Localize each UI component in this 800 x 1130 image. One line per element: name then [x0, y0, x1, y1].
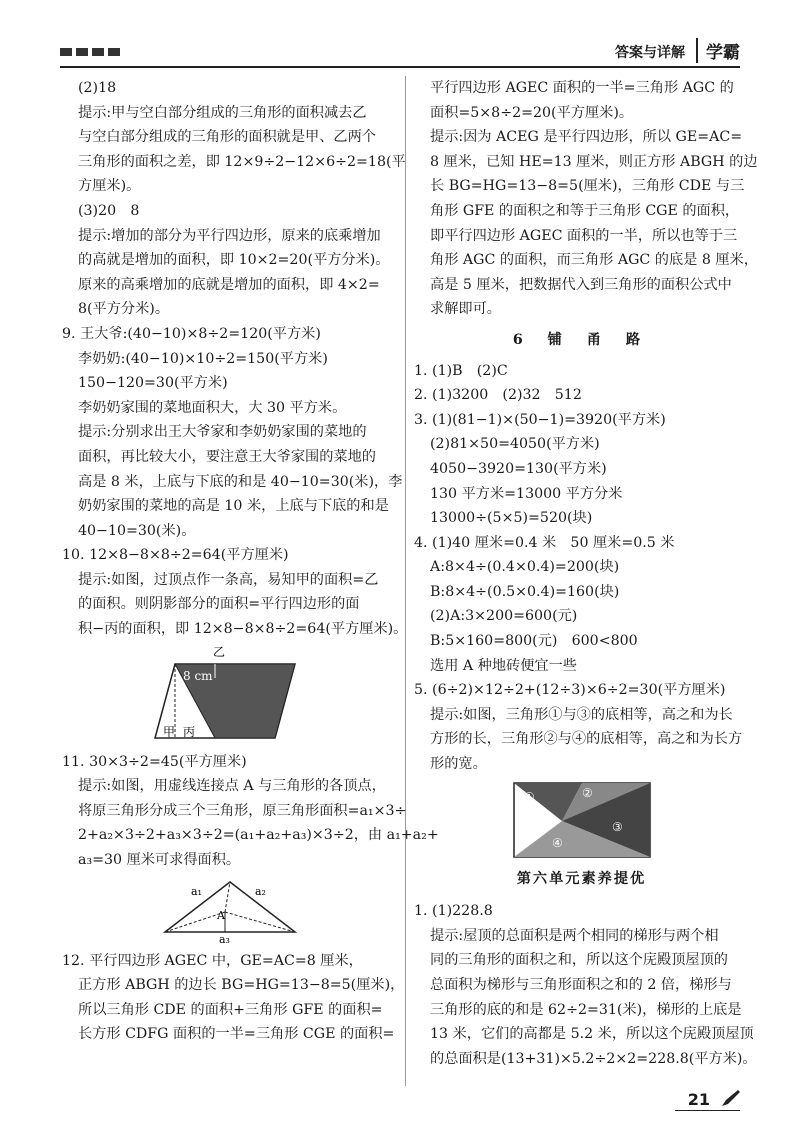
right-block-3 — [414, 899, 757, 1071]
text-line: 面积，再比较大小，要注意王大爷家围的菜地的 — [78, 448, 376, 465]
text-line: 角形 AGC 的面积，而三角形 AGC 的底是 8 厘米， — [430, 252, 758, 269]
text-line: 8(平方分米)。 — [78, 301, 170, 318]
label-3: ③ — [611, 819, 623, 834]
right-column — [414, 76, 758, 1071]
text-line: 9. 王大爷:(40−10)×8÷2=120(平方米) — [62, 325, 321, 342]
text-line: 高是 8 米，上底与下底的和是 40−10=30(米)，李 — [78, 473, 403, 490]
text-line: 150−120=30(平方米) — [78, 375, 228, 392]
text-line: 将原三角形分成三个三角形，原三角形面积=a₁×3÷ — [78, 802, 407, 819]
text-line: a₃=30 厘米可求得面积。 — [78, 852, 241, 869]
label-length: 8 cm — [182, 668, 213, 683]
page-header — [60, 38, 740, 68]
text-line: 4. (1)40 厘米=0.4 米 50 厘米=0.5 米 — [414, 534, 675, 551]
text-line: 提示:增加的部分为平行四边形，原来的底乘增加 — [78, 227, 381, 244]
text-line: 面积=5×8÷2=20(平方厘米)。 — [430, 104, 634, 121]
text-line: 1. (1)228.8 — [414, 903, 493, 920]
text-line: 3. (1)(81−1)×(50−1)=3920(平方米) — [414, 411, 666, 428]
text-line: 4050−3920=130(平方米) — [430, 460, 607, 477]
label-bing: 丙 — [182, 724, 195, 739]
section-title-6: 6 铺 甬 路 — [512, 331, 651, 348]
text-line: 的面积。则阴影部分的面积=平行四边形的面 — [78, 596, 360, 613]
text-line: 提示:如图，用虚线连接点 A 与三角形的各顶点， — [78, 778, 386, 795]
text-line: (3)20 8 — [78, 202, 140, 219]
figure-q10 — [145, 646, 315, 746]
right-block-1 — [414, 76, 758, 322]
text-line: 40−10=30(米)。 — [78, 522, 196, 539]
text-line: 高是 5 厘米，把数据代入到三角形的面积公式中 — [430, 276, 732, 293]
column-divider — [405, 76, 406, 1086]
text-line: 角形 GFE 的面积之和等于三角形 CGE 的面积， — [430, 202, 740, 219]
text-line: 1. (1)B (2)C — [414, 362, 508, 379]
pen-icon — [720, 1088, 742, 1108]
text-line: 2. (1)3200 (2)32 512 — [414, 387, 582, 404]
section-title-unit: 第六单元素养提优 — [516, 870, 647, 887]
figure-q5 — [512, 781, 652, 859]
text-line: 11. 30×3÷2=45(平方厘米) — [62, 753, 247, 770]
text-line: 总面积为梯形与三角形面积之和的 2 倍，梯形与 — [430, 977, 732, 993]
text-line: 13000÷(5×5)=520(块) — [430, 510, 593, 527]
text-line: 提示:如图，过顶点作一条高，易知甲的面积=乙 — [78, 571, 379, 588]
dashed-a-right — [225, 912, 295, 932]
text-line: 正方形 ABGH 的边长 BG=HG=13−8=5(厘米)， — [78, 977, 405, 994]
text-line: 选用 A 种地砖便宜一些 — [430, 657, 577, 674]
left-block-2 — [62, 750, 439, 873]
text-line: 李奶奶家围的菜地面积大，大 30 平方米。 — [78, 399, 347, 416]
text-line: B:8×4÷(0.5×0.4)=160(块) — [430, 583, 620, 600]
text-line: 方厘米)。 — [78, 178, 141, 195]
page-number: 21 — [687, 1090, 710, 1109]
text-line: 原来的高乘增加的底就是增加的面积，即 4×2= — [78, 276, 380, 293]
left-column — [62, 76, 439, 1047]
text-line: 三角形的面积之差，即 12×9÷2−12×6÷2=18(平 — [78, 153, 406, 170]
text-line: 提示:因为 ACEG 是平行四边形，所以 GE=AC= — [430, 129, 743, 146]
figure-q11 — [155, 877, 305, 945]
label-a2: a₂ — [254, 884, 266, 898]
label-yi: 乙 — [212, 644, 225, 659]
right-block-2 — [414, 359, 749, 777]
text-line: 提示:甲与空白部分组成的三角形的面积减去乙 — [78, 104, 367, 121]
left-block-1 — [62, 76, 408, 642]
text-line: 长 BG=HG=13−8=5(厘米)，三角形 CDE 与三 — [430, 178, 745, 195]
text-line: 8 厘米，已知 HE=13 厘米，则正方形 ABGH 的边 — [430, 153, 758, 170]
dashed-a-left — [165, 912, 225, 932]
text-line: (2)A:3×200=600(元) — [430, 608, 578, 625]
text-line: 所以三角形 CDE 的面积+三角形 GFE 的面积= — [78, 1001, 383, 1018]
footer-rule — [675, 1110, 740, 1111]
text-line: 同的三角形的面积之和，所以这个庑殿顶屋顶的 — [430, 952, 728, 969]
text-line: 130 平方米=13000 平方分米 — [430, 485, 623, 502]
text-line: B:5×160=800(元) 600<800 — [430, 633, 638, 650]
text-line: 三角形的底的和是 62÷2=31(米)，梯形的上底是 — [430, 1001, 742, 1018]
label-jia: 甲 — [162, 724, 175, 739]
text-line: 形的宽。 — [430, 756, 487, 773]
text-line: 的总面积是(13+31)×5.2÷2×2=228.8(平方米)。 — [430, 1050, 757, 1067]
header-decoration — [60, 48, 120, 56]
text-line: 2+a₂×3÷2+a₃×3÷2=(a₁+a₂+a₃)×3÷2，由 a₁+a₂+ — [78, 827, 439, 844]
text-line: 奶奶家围的菜地的高是 10 米，上底与下底的和是 — [78, 498, 389, 515]
text-line: 长方形 CDFG 面积的一半=三角形 CGE 的面积= — [78, 1026, 395, 1043]
triangle-shape — [165, 882, 295, 932]
text-line: 提示:分别求出王大爷家和李奶奶家围的菜地的 — [78, 424, 367, 441]
text-line: 提示:屋顶的总面积是两个相同的梯形与两个相 — [430, 927, 719, 944]
text-line: 李奶奶:(40−10)×10÷2=150(平方米) — [78, 350, 328, 367]
left-block-3 — [62, 949, 405, 1047]
text-line: 12. 平行四边形 AGEC 中，GE=AC=8 厘米， — [62, 952, 363, 969]
label-2: ② — [581, 785, 593, 800]
text-line: 求解即可。 — [430, 301, 501, 318]
text-line: 与空白部分组成的三角形的面积就是甲、乙两个 — [78, 129, 376, 146]
header-title: 答案与详解 — [615, 45, 685, 61]
label-1: ① — [523, 789, 535, 804]
text-line: 平行四边形 AGEC 面积的一半=三角形 AGC 的 — [430, 80, 734, 96]
text-line: 的高就是增加的面积，即 10×2=20(平方分米)。 — [78, 252, 390, 269]
dashed-a-top — [225, 882, 230, 912]
text-line: 方形的长，三角形②与④的底相等，高之和为长方 — [430, 731, 743, 748]
text-line: 10. 12×8−8×8÷2=64(平方厘米) — [62, 547, 289, 564]
label-a1: a₁ — [190, 884, 202, 898]
text-line: 13 米，它们的高都是 5.2 米，所以这个庑殿顶屋顶 — [430, 1026, 754, 1043]
text-line: (2)18 — [78, 80, 117, 96]
label-4: ④ — [551, 835, 563, 850]
text-line: 即平行四边形 AGEC 面积的一半，所以也等于三 — [430, 227, 738, 244]
text-line: 提示:如图，三角形①与③的底相等，高之和为长 — [430, 706, 733, 723]
text-line: 积−丙的面积，即 12×8−8×8÷2=64(平方厘米)。 — [78, 621, 408, 638]
label-a3: a₃ — [218, 932, 230, 946]
label-A: A — [216, 908, 225, 922]
brand-logo: 学霸 — [696, 38, 740, 63]
text-line: (2)81×50=4050(平方米) — [430, 436, 600, 453]
header-rule — [60, 66, 740, 68]
text-line: A:8×4÷(0.4×0.4)=200(块) — [430, 559, 620, 576]
text-line: 5. (6÷2)×12÷2+(12÷3)×6÷2=30(平方厘米) — [414, 682, 726, 699]
